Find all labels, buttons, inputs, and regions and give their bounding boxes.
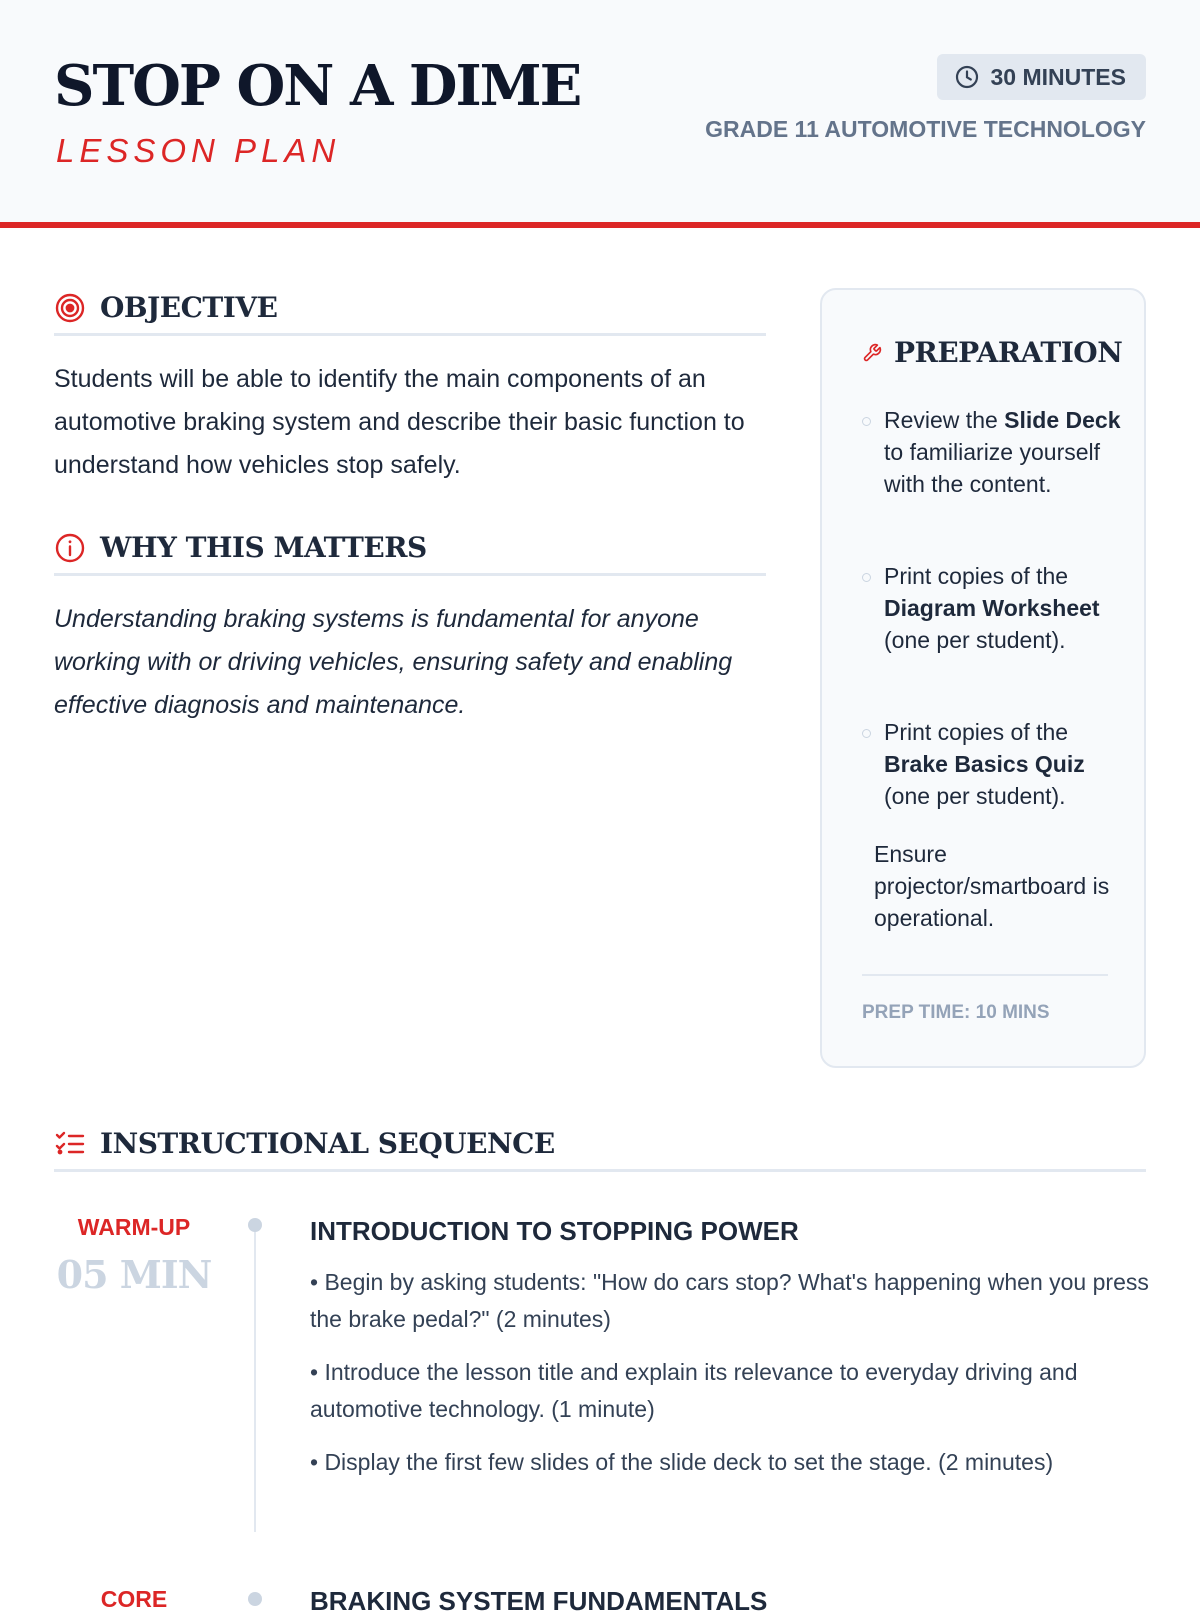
step-bullet: • Introduce the lesson title and explain its relevance to everyday driving and automotive technology. (1 minute) xyxy=(310,1359,1078,1422)
prep-item xyxy=(874,838,1114,934)
why-heading xyxy=(54,526,766,576)
prep-item xyxy=(884,560,1124,656)
why-text: Understanding braking systems is fundamental for anyone working with or driving vehicles, ensuring safety and enabling effective diagnosis and maintenance. xyxy=(54,605,733,719)
duration-label: 30 MINUTES xyxy=(990,63,1126,90)
checklist-icon xyxy=(54,1128,86,1160)
bullet-dot xyxy=(862,729,871,738)
step-title: BRAKING SYSTEM FUNDAMENTALS xyxy=(310,1586,768,1616)
prep-item-text: Print copies of the xyxy=(884,563,1069,589)
bullet-dot xyxy=(862,417,871,426)
step-bullet: • Begin by asking students: "How do cars stop? What's happening when you press the brake pedal?" (2 minutes) xyxy=(310,1269,1149,1332)
bullet-dot xyxy=(862,573,871,582)
objective-heading-label: OBJECTIVE xyxy=(100,291,278,324)
prep-item xyxy=(884,716,1124,812)
preparation-heading-label: PREPARATION xyxy=(894,336,1123,369)
prep-item-bold: Slide Deck xyxy=(1004,407,1121,433)
objective-text: Students will be able to identify the main components of an automotive braking system and describe their basic function to understand how vehicles stop safely. xyxy=(54,365,745,479)
timeline-line xyxy=(254,1222,256,1532)
lesson-subtitle: LESSON PLAN xyxy=(56,132,341,169)
lesson-header xyxy=(0,0,1200,228)
prep-item-text: Print copies of the xyxy=(884,719,1069,745)
prep-time: PREP TIME: 10 MINS xyxy=(862,1002,1050,1023)
sequence-heading xyxy=(54,1122,1146,1172)
prep-item-bold: Diagram Worksheet xyxy=(884,595,1100,621)
prep-divider xyxy=(862,974,1108,976)
wrench-icon xyxy=(862,343,882,363)
prep-item-bold: Brake Basics Quiz xyxy=(884,751,1085,777)
info-icon xyxy=(54,532,86,564)
step-title: INTRODUCTION TO STOPPING POWER xyxy=(310,1216,799,1246)
prep-item-text: (one per student). xyxy=(884,783,1066,809)
duration-badge xyxy=(937,54,1146,100)
prep-item-text: to familiarize yourself with the content. xyxy=(884,439,1101,497)
prep-item-text: Review the xyxy=(884,407,1005,433)
clock-icon xyxy=(955,65,979,89)
target-icon xyxy=(54,292,86,324)
grade-label: GRADE 11 AUTOMOTIVE TECHNOLOGY xyxy=(705,116,1146,142)
prep-item-text: (one per student). xyxy=(884,627,1066,653)
preparation-heading xyxy=(862,336,1122,369)
step-bullet: • Display the first few slides of the slide deck to set the stage. (2 minutes) xyxy=(310,1449,1054,1475)
timeline-dot xyxy=(248,1218,262,1232)
prep-item xyxy=(884,404,1124,500)
preparation-card xyxy=(820,288,1146,1068)
timeline-dot xyxy=(248,1592,262,1606)
sequence-heading-label: INSTRUCTIONAL SEQUENCE xyxy=(100,1127,555,1160)
prep-item-text: Ensure projector/smartboard is operational. xyxy=(874,841,1110,931)
objective-heading xyxy=(54,286,766,336)
lesson-title: STOP ON A DIME xyxy=(54,53,581,119)
phase-label: WARM-UP xyxy=(77,1214,191,1240)
phase-duration: 05 MIN xyxy=(56,1252,212,1297)
why-heading-label: WHY THIS MATTERS xyxy=(100,531,427,564)
phase-label: CORE xyxy=(100,1586,168,1612)
